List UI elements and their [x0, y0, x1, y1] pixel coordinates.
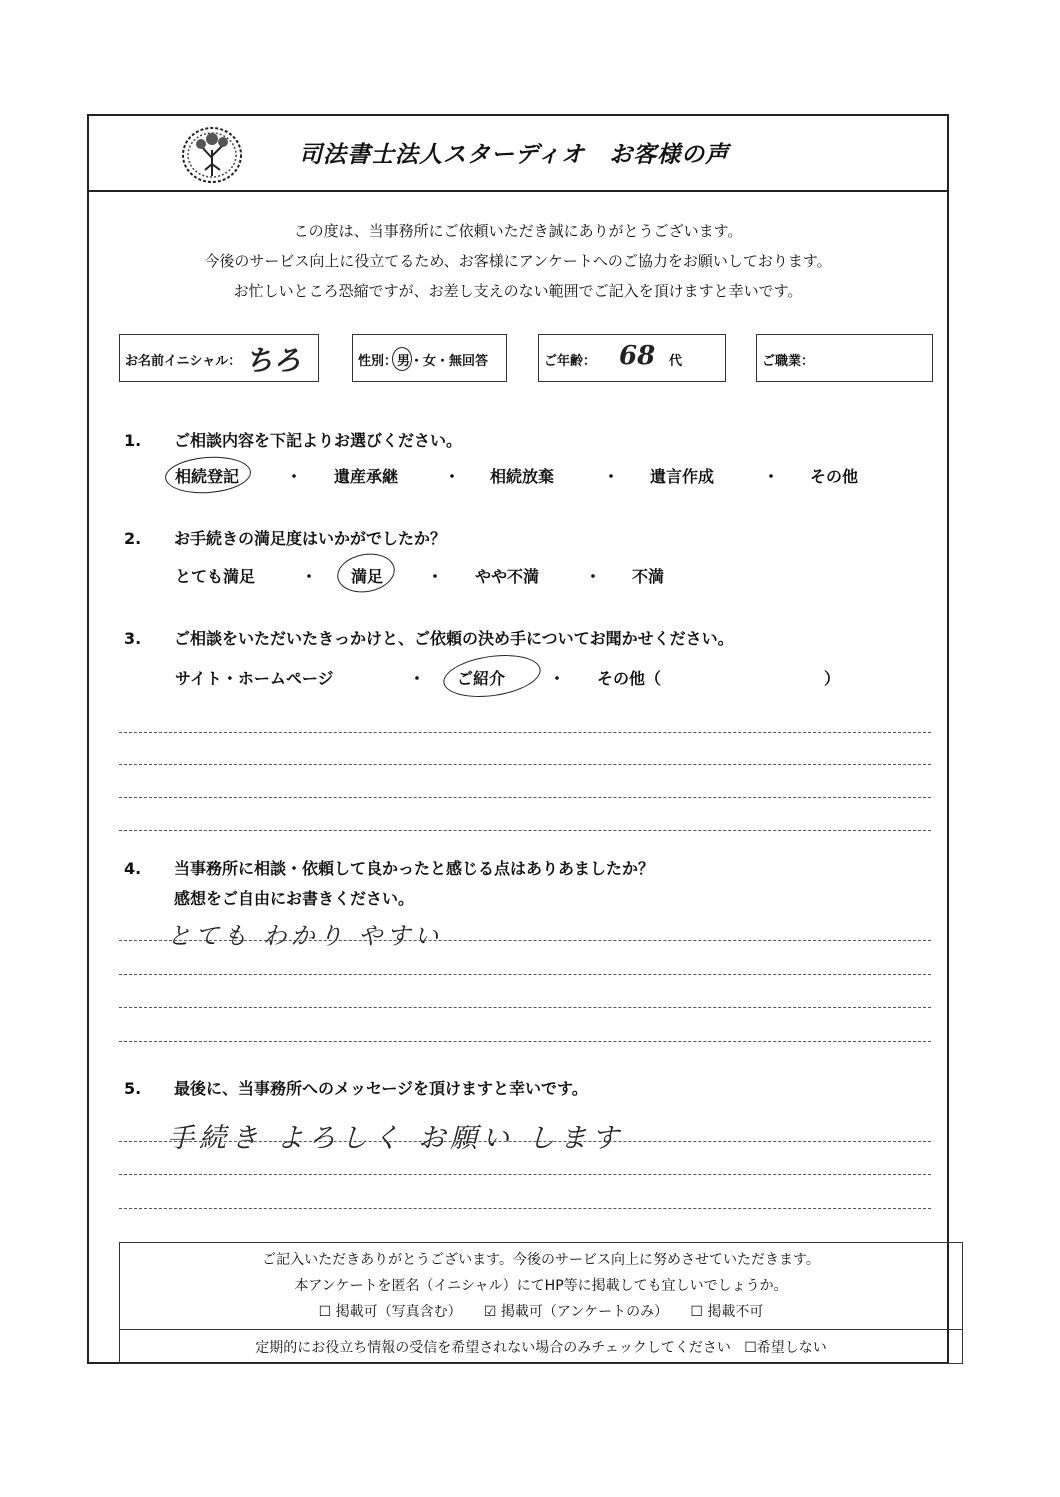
- option-keisai-survey-label: 掲載可（アンケートのみ）: [500, 1304, 669, 1320]
- q3-number: 3.: [124, 629, 142, 648]
- job-label: ご職業：: [762, 354, 815, 369]
- q4-number: 4.: [124, 859, 142, 878]
- q4-answer-line[interactable]: [119, 1007, 931, 1008]
- q1-sep: ・: [286, 467, 303, 486]
- tree-emblem-icon: [181, 126, 243, 184]
- q1-sep: ・: [763, 467, 780, 486]
- no-newsletter-label: 希望しない: [756, 1340, 827, 1356]
- q4-answer-line[interactable]: [119, 940, 931, 941]
- initial-box[interactable]: [119, 334, 319, 382]
- q2-option-totemo-manzoku[interactable]: とても満足: [175, 567, 256, 586]
- q3-question: [124, 626, 734, 649]
- q3-sep: ・: [409, 669, 426, 688]
- consent-options: [120, 1301, 962, 1321]
- q3-option-goshoukai[interactable]: ご紹介: [457, 669, 506, 688]
- age-handwritten: 68: [619, 341, 656, 371]
- age-label: ご年齢：: [544, 354, 597, 369]
- intro-line-1: この度は、当事務所にご依頼いただき誠にありがとうございます。: [293, 222, 743, 240]
- q2-sep: ・: [427, 567, 444, 586]
- q4-answer-line[interactable]: [119, 974, 931, 975]
- q2-sep: ・: [301, 567, 318, 586]
- intro-line-3: お忙しいところ恐縮ですが、お差し支えのない範囲でご記入を頂けますと幸いです。: [233, 282, 803, 300]
- q4-question-sub: 感想をご自由にお書きください。: [174, 889, 415, 908]
- gender-box[interactable]: [352, 334, 507, 382]
- q5-answer-line[interactable]: [119, 1174, 931, 1175]
- q3-answer-line[interactable]: [119, 830, 931, 831]
- q3-option-site-homepage[interactable]: サイト・ホームページ: [175, 669, 334, 688]
- checkbox-keisai-survey-checked[interactable]: ☑: [483, 1304, 497, 1320]
- newsletter-text: 定期的にお役立ち情報の受信を希望されない場合のみチェックしてください: [255, 1340, 731, 1356]
- q2-question: [124, 526, 446, 549]
- q1-number: 1.: [124, 431, 142, 450]
- q2-option-manzoku[interactable]: 満足: [351, 567, 384, 586]
- q1-text: ご相談内容を下記よりお選びください。: [174, 431, 463, 450]
- q3-close-paren: ）: [824, 669, 841, 688]
- q1-question: [124, 428, 462, 451]
- q4-answer-line[interactable]: [119, 1041, 931, 1042]
- intro-line-2: 今後のサービス向上に役立てるため、お客様にアンケートへのご協力をお願いしております。: [204, 252, 832, 270]
- q1-option-yuigon-sakusei[interactable]: 遺言作成: [650, 467, 715, 486]
- q2-option-fuman[interactable]: 不満: [632, 567, 665, 586]
- checkbox-no-newsletter[interactable]: ☐: [744, 1340, 757, 1356]
- q5-handwritten-answer: 手続き よろしく お願い します: [167, 1123, 624, 1154]
- newsletter-row: [120, 1337, 962, 1357]
- gender-label: 性別：男・女・無回答: [358, 354, 489, 369]
- q4-question: [124, 856, 654, 879]
- initial-label: お名前イニシャル：: [125, 354, 242, 369]
- age-suffix: 代: [669, 354, 683, 369]
- q1-sep: ・: [603, 467, 620, 486]
- q5-answer-line[interactable]: [119, 1141, 931, 1142]
- q4-handwritten-answer: とても わかり やすい: [167, 922, 443, 950]
- q3-answer-line[interactable]: [119, 764, 931, 765]
- q5-number: 5.: [124, 1079, 142, 1098]
- q2-number: 2.: [124, 529, 142, 548]
- q1-option-souzoku-touki[interactable]: 相続登記: [175, 467, 240, 486]
- initial-handwritten: ちろ: [245, 344, 302, 377]
- consent-divider: [120, 1329, 962, 1330]
- job-box[interactable]: [756, 334, 933, 382]
- q2-sep: ・: [585, 567, 602, 586]
- option-keisai-fuka-label: 掲載不可: [707, 1304, 764, 1320]
- gender-male-circle: [392, 347, 412, 371]
- checkbox-keisai-photo[interactable]: ☐: [318, 1304, 332, 1320]
- consent-thanks: ご記入いただきありがとうございます。今後のサービス向上に努めさせていただきます。: [262, 1252, 820, 1268]
- q3-answer-line[interactable]: [119, 732, 931, 733]
- q4-text: 当事務所に相談・依頼して良かったと感じる点はありあましたか？: [174, 859, 655, 878]
- consent-box: [119, 1242, 963, 1364]
- q5-text: 最後に、当事務所へのメッセージを頂けますと幸いです。: [174, 1079, 588, 1098]
- q3-sep: ・: [549, 669, 566, 688]
- q2-options: [89, 564, 947, 594]
- q1-option-sonota[interactable]: その他: [810, 467, 859, 486]
- form-title: 司法書士法人スターディオ お客様の声: [299, 142, 730, 168]
- form-header: [89, 116, 947, 192]
- q5-question: [124, 1076, 588, 1099]
- age-box[interactable]: [538, 334, 726, 382]
- q1-option-isan-shoukei[interactable]: 遺産承継: [334, 467, 399, 486]
- option-keisai-photo-label: 掲載可（写真含む）: [335, 1304, 462, 1320]
- survey-form: [87, 114, 949, 1364]
- q1-option-souzoku-houki[interactable]: 相続放棄: [490, 467, 555, 486]
- q3-answer-line[interactable]: [119, 797, 931, 798]
- q1-sep: ・: [444, 467, 461, 486]
- q2-text: お手続きの満足度はいかがでしたか？: [174, 529, 447, 548]
- checkbox-keisai-fuka[interactable]: ☐: [690, 1304, 703, 1320]
- q2-option-yaya-fuman[interactable]: やや不満: [475, 567, 540, 586]
- q3-text: ご相談をいただいたきっかけと、ご依頼の決め手についてお聞かせください。: [174, 629, 734, 648]
- consent-question: 本アンケートを匿名（イニシャル）にてHP等に掲載しても宜しいでしょうか。: [294, 1278, 788, 1294]
- q5-answer-line[interactable]: [119, 1208, 931, 1209]
- q3-option-sonota[interactable]: その他（: [597, 669, 662, 688]
